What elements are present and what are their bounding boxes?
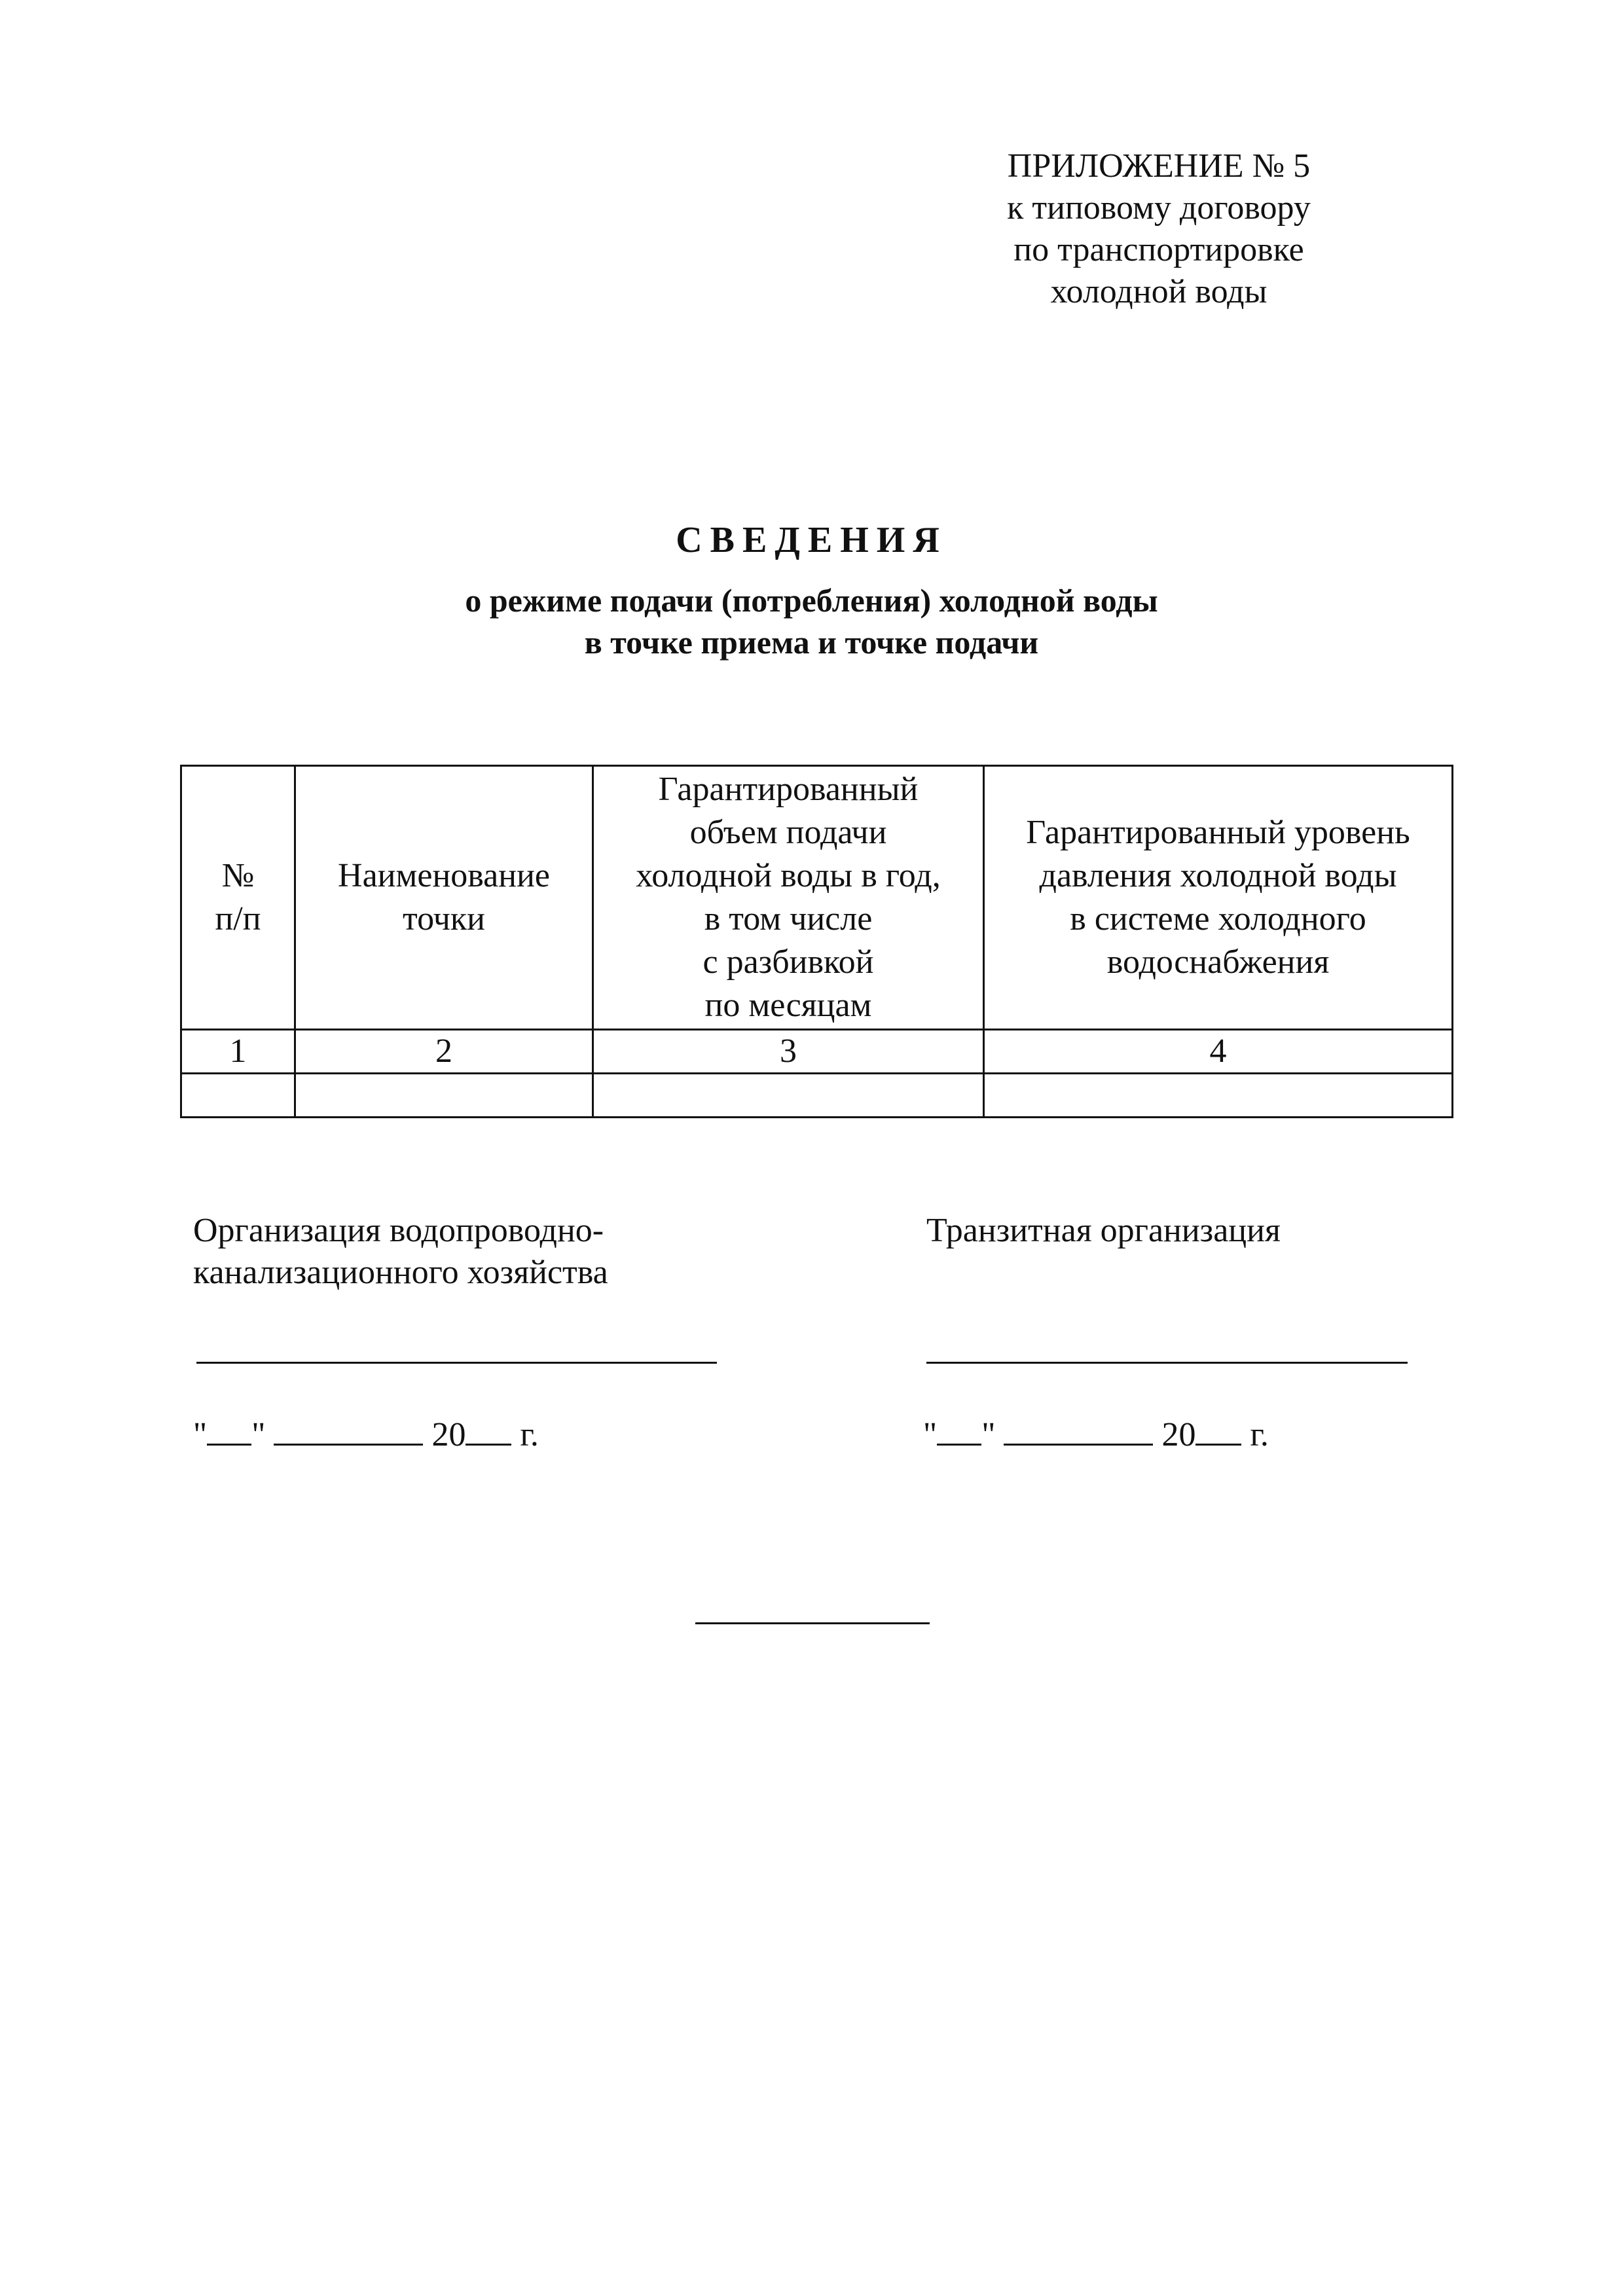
appendix-number: ПРИЛОЖЕНИЕ № 5 xyxy=(1007,147,1311,185)
header-pressure-line-2: давления холодной воды xyxy=(1039,857,1397,894)
empty-cell xyxy=(181,1074,295,1118)
right-org-line-1: Транзитная организация xyxy=(926,1212,1281,1249)
document-subtitle xyxy=(0,579,1623,663)
column-number-row xyxy=(181,1030,1453,1074)
subtitle-line-1: о режиме подачи (потребления) холодной воды xyxy=(465,582,1158,619)
appendix-line-4: холодной воды xyxy=(1050,273,1267,310)
supply-info-table xyxy=(180,765,1453,1118)
header-point-name-line-1: Наименование xyxy=(338,857,550,894)
subtitle-line-2: в точке приема и точке подачи xyxy=(584,624,1039,661)
right-year-blank xyxy=(1195,1411,1241,1446)
header-point-name xyxy=(295,766,593,1030)
header-volume-line-1: Гарантированный xyxy=(658,771,919,808)
right-year-prefix: 20 xyxy=(1161,1416,1196,1453)
left-org-line-2: канализационного хозяйства xyxy=(193,1254,608,1291)
header-number xyxy=(181,766,295,1030)
right-signature-line xyxy=(926,1362,1408,1364)
right-day-blank xyxy=(937,1411,981,1446)
header-volume-line-3: холодной воды в год, xyxy=(636,857,941,894)
header-number-line-1: № xyxy=(221,857,255,894)
column-number-4: 4 xyxy=(984,1030,1453,1074)
header-guaranteed-pressure xyxy=(984,766,1453,1030)
signature-right-organization xyxy=(926,1210,1281,1252)
left-year-suffix: г. xyxy=(520,1416,539,1453)
left-signature-line xyxy=(196,1362,717,1364)
left-quote-open: " xyxy=(193,1416,208,1453)
header-volume-line-6: по месяцам xyxy=(704,987,872,1024)
right-quote-open: " xyxy=(923,1416,938,1453)
left-org-line-1: Организация водопроводно- xyxy=(193,1212,604,1249)
header-guaranteed-volume xyxy=(593,766,984,1030)
left-year-blank xyxy=(465,1411,511,1446)
left-year-prefix: 20 xyxy=(431,1416,466,1453)
header-point-name-line-2: точки xyxy=(403,900,485,938)
left-date-field xyxy=(193,1411,539,1456)
empty-cell xyxy=(593,1074,984,1118)
appendix-line-2: к типовому договору xyxy=(1007,189,1311,227)
left-day-blank xyxy=(207,1411,251,1446)
header-pressure-line-3: в системе холодного xyxy=(1070,900,1366,938)
table-row xyxy=(181,1074,1453,1118)
header-volume-line-4: в том числе xyxy=(704,900,873,938)
header-volume-line-2: объем подачи xyxy=(689,814,887,851)
header-number-line-2: п/п xyxy=(215,900,261,938)
header-pressure-line-1: Гарантированный уровень xyxy=(1026,814,1410,851)
document-title: СВЕДЕНИЯ xyxy=(676,520,947,560)
empty-cell xyxy=(295,1074,593,1118)
right-month-blank xyxy=(1004,1411,1153,1446)
table-header-row xyxy=(181,766,1453,1030)
closing-separator-line xyxy=(695,1622,930,1624)
left-quote-close: " xyxy=(251,1416,266,1453)
right-year-suffix: г. xyxy=(1250,1416,1269,1453)
column-number-1: 1 xyxy=(181,1030,295,1074)
column-number-2: 2 xyxy=(295,1030,593,1074)
appendix-line-3: по транспортировке xyxy=(1013,231,1304,268)
column-number-3: 3 xyxy=(593,1030,984,1074)
right-date-field xyxy=(923,1411,1269,1456)
left-month-blank xyxy=(274,1411,423,1446)
empty-cell xyxy=(984,1074,1453,1118)
signature-left-organization xyxy=(193,1210,608,1294)
right-quote-close: " xyxy=(981,1416,996,1453)
header-volume-line-5: с разбивкой xyxy=(702,943,874,981)
header-pressure-line-4: водоснабжения xyxy=(1106,943,1330,981)
appendix-header xyxy=(930,145,1388,313)
